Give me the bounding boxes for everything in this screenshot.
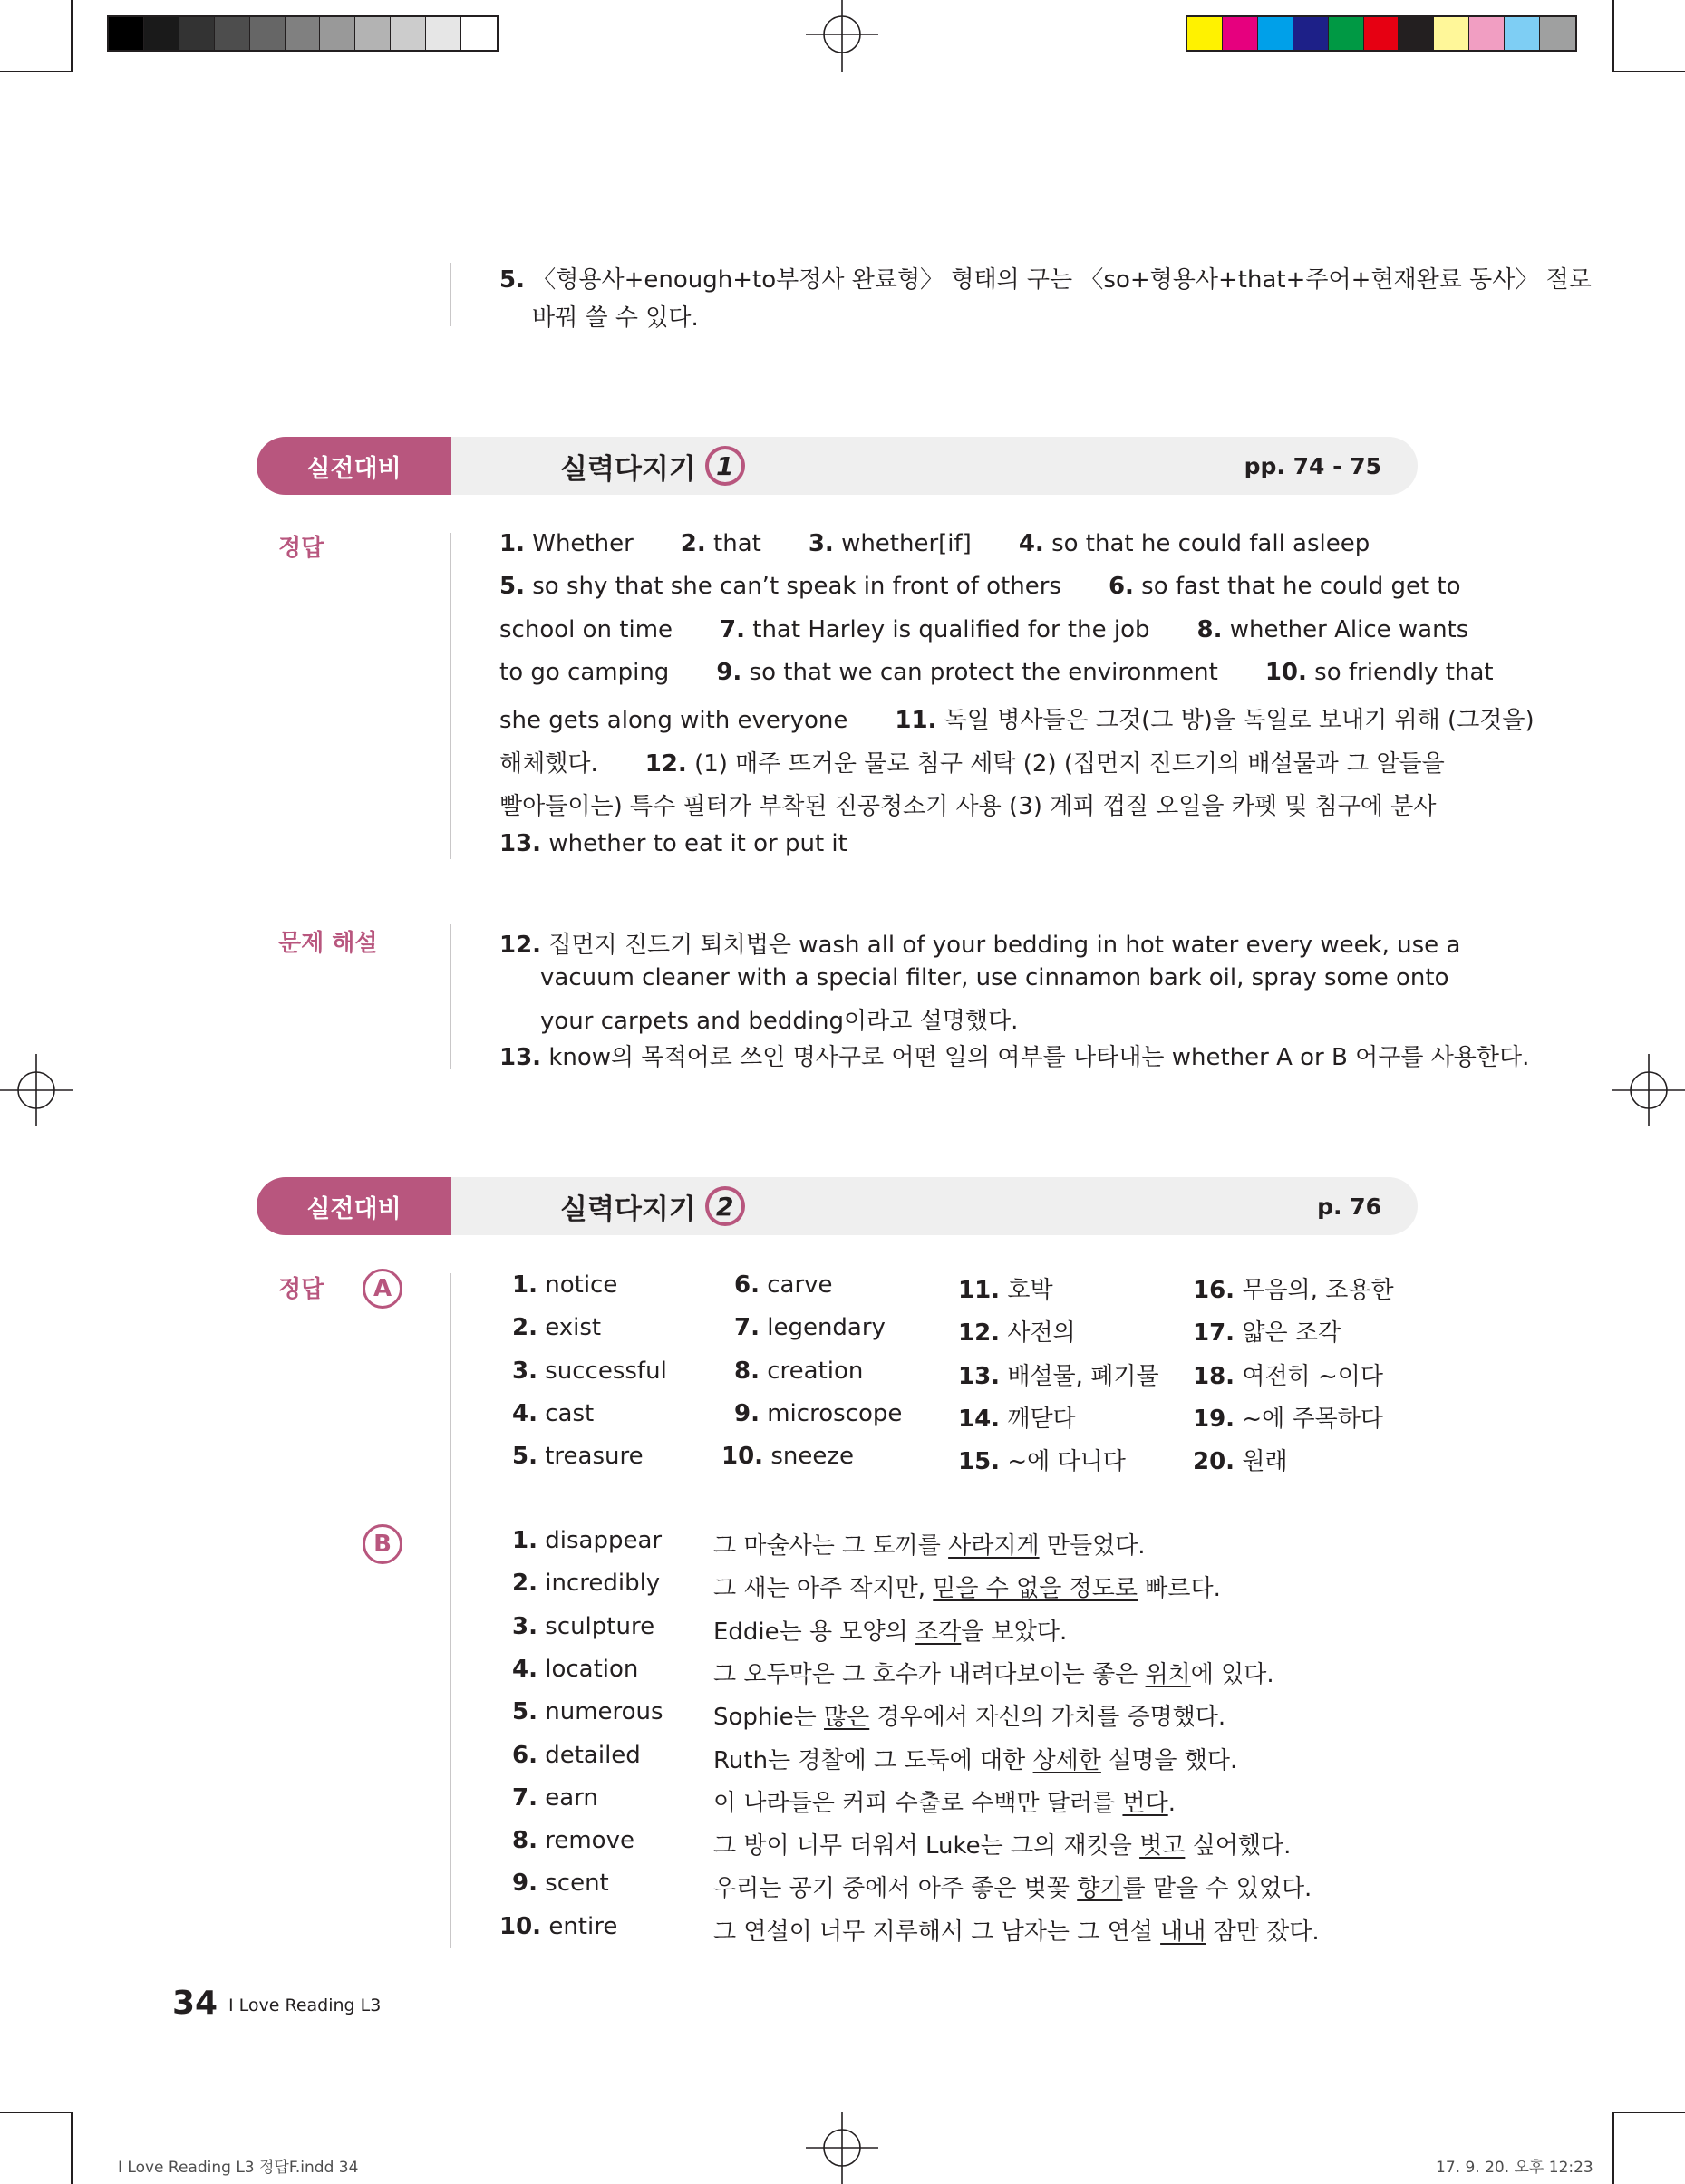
vocab-text: 무음의, 조용한 <box>1242 1277 1394 1304</box>
answer-line <box>499 788 1436 821</box>
color-swatch <box>1329 17 1364 50</box>
sentence-underlined: 벗고 <box>1139 1832 1186 1860</box>
vocab-text: sneeze <box>770 1443 854 1471</box>
vocab-text: carve <box>767 1271 833 1299</box>
vocab-text: successful <box>545 1357 667 1385</box>
word-item <box>499 1913 617 1940</box>
answer-text: so fast that he could get to <box>1141 573 1461 601</box>
word-item <box>512 1698 663 1725</box>
answer-line <box>499 830 847 857</box>
color-swatch <box>1399 17 1434 50</box>
color-swatch <box>286 17 321 50</box>
section-1-title <box>560 437 745 495</box>
vocab-item <box>512 1443 644 1470</box>
color-swatch <box>250 17 286 50</box>
word-item <box>512 1827 634 1854</box>
sentence-underlined: 믿을 수 없을 정도로 <box>933 1575 1138 1603</box>
answer-item <box>1196 616 1468 643</box>
color-swatch <box>1434 17 1469 50</box>
answer-item <box>1109 573 1461 600</box>
word-number: 4. <box>512 1655 537 1683</box>
section-1-explain-divider <box>450 924 451 1069</box>
answer-line <box>499 659 1494 686</box>
word-text: numerous <box>545 1698 663 1726</box>
translation-sentence <box>713 1870 1312 1903</box>
sentence-before: 그 오두막은 그 호수가 내려다보이는 좋은 <box>713 1660 1146 1688</box>
answer-item <box>499 793 1436 820</box>
answer-item <box>499 750 598 778</box>
vocab-text: ~에 주목하다 <box>1242 1405 1383 1433</box>
vocab-item <box>512 1400 594 1427</box>
book-title: I Love Reading L3 <box>228 1996 382 2015</box>
word-item <box>512 1656 638 1683</box>
answer-text: so that he could fall asleep <box>1051 530 1370 557</box>
vocab-text: 사전의 <box>1007 1319 1076 1348</box>
answer-text: so shy that she can’t speak in front of others <box>532 573 1061 601</box>
part-a-badge: A <box>363 1269 402 1309</box>
section-2-answer-divider <box>450 1273 451 1948</box>
word-item <box>512 1742 641 1769</box>
answer-text: 해체했다. <box>499 749 598 778</box>
word-item <box>512 1613 654 1640</box>
vocab-number: 7. <box>734 1314 760 1342</box>
vocab-number: 3. <box>512 1357 537 1385</box>
part-b-badge: B <box>363 1524 402 1564</box>
word-item <box>512 1784 598 1812</box>
answer-item <box>681 530 761 557</box>
vocab-number: 6. <box>734 1271 760 1299</box>
vocab-item <box>734 1271 833 1299</box>
word-number: 1. <box>512 1527 537 1554</box>
translation-sentence <box>713 1527 1146 1561</box>
note-text-1: 〈형용사+enough+to부정사 완료형〉 형태의 구는 〈so+형용사+that+주어+현재완료 동사〉 절로 <box>532 266 1592 294</box>
section-2-title <box>560 1177 745 1235</box>
vocab-item <box>512 1271 617 1299</box>
vocab-text: 여전히 ~이다 <box>1242 1362 1383 1390</box>
sentence-before: 우리는 공기 중에서 아주 좋은 벚꽃 <box>713 1875 1078 1903</box>
answer-number: 9. <box>716 658 742 686</box>
vocab-text: 원래 <box>1242 1448 1288 1476</box>
registration-mark-right <box>1612 1054 1685 1126</box>
answer-item <box>809 530 972 557</box>
translation-sentence <box>713 1698 1225 1732</box>
vocab-number: 18. <box>1193 1362 1235 1390</box>
translation-sentence <box>713 1827 1291 1860</box>
answer-item <box>499 830 847 857</box>
sentence-underlined: 내내 <box>1160 1918 1206 1946</box>
explain-12-line-1 <box>499 926 1460 960</box>
answer-number: 1. <box>499 530 525 557</box>
translation-sentence <box>713 1784 1176 1818</box>
word-text: earn <box>545 1783 598 1812</box>
section-1-pages: pp. 74 - 75 <box>1244 452 1381 479</box>
note-number: 5. <box>499 266 525 294</box>
vocab-text: cast <box>545 1399 595 1427</box>
answer-text: so friendly that <box>1314 658 1494 686</box>
word-item <box>512 1870 609 1897</box>
vocab-item <box>721 1443 854 1470</box>
translation-sentence <box>713 1656 1274 1689</box>
color-swatch <box>1364 17 1399 50</box>
color-swatch <box>179 17 215 50</box>
translation-sentence <box>713 1570 1221 1603</box>
color-swatch <box>1293 17 1329 50</box>
answer-number: 3. <box>808 530 834 557</box>
section-2-title-text: 실력다지기 <box>560 1193 696 1226</box>
note-text-2: 바꿔 쓸 수 있다. <box>532 304 699 332</box>
section-2-answer-label: 정답 <box>278 1276 324 1303</box>
answer-item <box>720 616 1149 643</box>
answer-item <box>895 707 1534 734</box>
sentence-after: 을 보았다. <box>961 1618 1068 1646</box>
answer-text: school on time <box>499 615 673 643</box>
sentence-before: 그 연설이 너무 지루해서 그 남자는 그 연설 <box>713 1918 1161 1946</box>
section-1-number-badge <box>705 446 745 486</box>
answer-text: that <box>713 530 761 557</box>
answer-number: 5. <box>499 573 525 601</box>
page-number: 34 <box>172 1985 218 2022</box>
color-swatch <box>461 17 497 50</box>
vocab-number: 9. <box>734 1399 760 1427</box>
vocab-text: ~에 다니다 <box>1007 1448 1126 1476</box>
color-swatch <box>1505 17 1540 50</box>
sentence-before: Ruth는 경찰에 그 도둑에 대한 <box>713 1746 1033 1774</box>
answer-text: 독일 병사들은 그것(그 방)을 독일로 보내기 위해 (그것을) <box>944 707 1535 735</box>
section-1-explain-label: 문제 해설 <box>278 930 378 957</box>
sentence-before: 그 방이 너무 더워서 Luke는 그의 재킷을 <box>713 1832 1140 1860</box>
color-swatch <box>1258 17 1293 50</box>
vocab-number: 2. <box>512 1314 537 1342</box>
vocab-number: 11. <box>958 1277 1001 1304</box>
answer-text: she gets along with everyone <box>499 707 848 735</box>
answer-number: 8. <box>1196 615 1223 643</box>
answer-line <box>499 616 1468 643</box>
sentence-underlined: 사라지게 <box>948 1532 1040 1560</box>
translation-sentence <box>713 1913 1320 1947</box>
sentence-after: . <box>1167 1789 1176 1817</box>
sentence-after: 설명을 했다. <box>1100 1746 1238 1774</box>
color-swatch <box>320 17 355 50</box>
vocab-item <box>734 1358 863 1385</box>
explain-12-text-1: 집먼지 진드기 퇴치법은 wash all of your bedding in hot water every week, use a <box>548 932 1461 959</box>
vocab-number: 13. <box>958 1362 1001 1390</box>
vocab-number: 1. <box>512 1271 537 1299</box>
answer-item <box>499 616 673 643</box>
section-2-label: 실전대비 <box>257 1177 451 1235</box>
slug-file-info: I Love Reading L3 정답F.indd 34 <box>118 2159 359 2177</box>
answer-line <box>499 745 1445 778</box>
sentence-before: Eddie는 용 모양의 <box>713 1618 916 1646</box>
section-2-number-badge <box>705 1186 745 1226</box>
answer-text: Whether <box>532 530 634 557</box>
vocab-item <box>958 1314 1076 1348</box>
translation-sentence <box>713 1742 1237 1775</box>
word-text: disappear <box>545 1527 663 1554</box>
answer-text: whether[if] <box>841 530 972 557</box>
vocab-item <box>958 1358 1159 1391</box>
answer-number: 6. <box>1108 573 1134 601</box>
color-swatch <box>355 17 391 50</box>
explain-13-text: know의 목적어로 쓰인 명사구로 어떤 일의 여부를 나타내는 whether A or B 어구를 사용한다. <box>548 1044 1530 1071</box>
sentence-before: Sophie는 <box>713 1704 824 1732</box>
sentence-underlined: 상세한 <box>1032 1746 1101 1774</box>
vocab-item <box>958 1271 1053 1305</box>
vocab-item <box>1193 1400 1383 1434</box>
vocab-item <box>734 1314 886 1341</box>
section-1-number: 1 <box>709 449 741 482</box>
answer-item <box>645 750 1445 778</box>
vocab-text: creation <box>767 1357 864 1385</box>
vocab-text: 배설물, 폐기물 <box>1007 1362 1159 1390</box>
section-2-header <box>257 1177 1418 1235</box>
word-number: 6. <box>512 1741 537 1769</box>
vocab-item <box>958 1400 1076 1434</box>
note-line-1 <box>499 261 1592 295</box>
sentence-after: 싶어했다. <box>1185 1832 1292 1860</box>
vocab-number: 19. <box>1193 1405 1235 1433</box>
vocab-number: 14. <box>958 1405 1001 1433</box>
color-swatch <box>144 17 179 50</box>
vocab-text: microscope <box>767 1399 903 1427</box>
color-swatch <box>215 17 250 50</box>
sentence-after: 를 맡을 수 있었다. <box>1122 1875 1312 1903</box>
vocab-text: legendary <box>767 1314 886 1342</box>
vocab-text: 깨닫다 <box>1007 1405 1076 1433</box>
vocab-item <box>1193 1314 1341 1348</box>
word-text: detailed <box>545 1741 641 1769</box>
vocab-item <box>512 1314 601 1341</box>
sentence-after: 경우에서 자신의 가치를 증명했다. <box>869 1704 1226 1732</box>
answer-item <box>1019 530 1370 557</box>
answer-number: 13. <box>499 830 542 858</box>
section-1-answer-label: 정답 <box>278 535 324 562</box>
vocab-number: 20. <box>1193 1448 1235 1476</box>
sentence-underlined: 향기 <box>1077 1875 1123 1903</box>
section-1-answer-divider <box>450 533 451 859</box>
explain-12-line-3 <box>540 1002 1018 1036</box>
answer-item <box>1265 659 1494 686</box>
vocab-number: 17. <box>1193 1319 1235 1348</box>
section-1-label: 실전대비 <box>257 437 451 495</box>
word-number: 3. <box>512 1612 537 1640</box>
section-2-number: 2 <box>709 1190 741 1222</box>
translation-sentence <box>713 1613 1067 1647</box>
answer-number: 11. <box>895 707 937 735</box>
note-line-2 <box>532 299 699 333</box>
word-text: entire <box>548 1912 618 1940</box>
word-number: 7. <box>512 1783 537 1812</box>
explain-13-number: 13. <box>499 1044 542 1071</box>
sentence-before: 그 새는 아주 작지만, <box>713 1575 934 1603</box>
vocab-number: 8. <box>734 1357 760 1385</box>
sentence-after: 에 있다. <box>1190 1660 1274 1688</box>
answer-line <box>499 530 1370 557</box>
word-item <box>512 1527 662 1554</box>
answer-item <box>499 707 847 734</box>
word-number: 10. <box>499 1912 542 1940</box>
sentence-underlined: 조각 <box>915 1618 962 1646</box>
slug-timestamp: 17. 9. 20. 오후 12:23 <box>1436 2159 1593 2177</box>
answer-item <box>499 573 1061 600</box>
explain-12-line-2 <box>540 964 1449 991</box>
word-item <box>512 1570 660 1597</box>
color-swatch <box>1540 17 1575 50</box>
section-1-header <box>257 437 1418 495</box>
explain-12-number: 12. <box>499 932 542 959</box>
color-swatch <box>391 17 426 50</box>
answer-text: whether to eat it or put it <box>548 830 847 858</box>
word-text: scent <box>545 1870 609 1898</box>
answer-item <box>499 530 634 557</box>
answer-text: whether Alice wants <box>1229 615 1469 643</box>
vocab-item <box>734 1400 902 1427</box>
sentence-underlined: 많은 <box>824 1704 870 1732</box>
word-text: remove <box>545 1827 634 1855</box>
note-divider <box>450 263 451 326</box>
explain-12-text-3: your carpets and bedding이라고 설명했다. <box>540 1008 1019 1035</box>
vocab-number: 5. <box>512 1443 537 1471</box>
answer-text: 빨아들이는) 특수 필터가 부착된 진공청소기 사용 (3) 계피 껍질 오일을 카펫 및 침구에 분사 <box>499 792 1437 820</box>
word-text: location <box>545 1655 639 1683</box>
section-1-title-text: 실력다지기 <box>560 452 696 486</box>
answer-item <box>716 659 1218 686</box>
sentence-before: 그 마술사는 그 토끼를 <box>713 1532 949 1560</box>
sentence-before: 이 나라들은 커피 수출로 수백만 달러를 <box>713 1789 1123 1817</box>
answer-number: 2. <box>680 530 706 557</box>
word-number: 9. <box>512 1870 537 1898</box>
vocab-text: 호박 <box>1007 1277 1053 1304</box>
color-swatch <box>1223 17 1258 50</box>
explain-13-line <box>499 1039 1529 1072</box>
answer-text: (1) 매주 뜨거운 물로 침구 세탁 (2) (집먼지 진드기의 배설물과 그 알들을 <box>694 749 1445 778</box>
color-swatch <box>109 17 144 50</box>
process-color-bar <box>1186 15 1577 52</box>
vocab-text: notice <box>545 1271 618 1299</box>
color-swatch <box>1187 17 1223 50</box>
vocab-item <box>958 1443 1126 1476</box>
vocab-number: 12. <box>958 1319 1001 1348</box>
vocab-text: exist <box>545 1314 602 1342</box>
answer-text: so that we can protect the environment <box>749 658 1218 686</box>
word-text: sculpture <box>545 1612 655 1640</box>
sentence-after: 잠만 잤다. <box>1206 1918 1320 1946</box>
answer-number: 10. <box>1264 658 1307 686</box>
sentence-after: 빠르다. <box>1138 1575 1221 1603</box>
vocab-number: 15. <box>958 1448 1001 1476</box>
sentence-after: 만들었다. <box>1039 1532 1146 1560</box>
registration-mark-top <box>806 0 878 72</box>
sentence-underlined: 위치 <box>1145 1660 1191 1688</box>
registration-mark-bottom <box>806 2112 878 2184</box>
word-number: 5. <box>512 1698 537 1726</box>
answer-number: 7. <box>720 615 745 643</box>
color-swatch <box>426 17 461 50</box>
answer-text: to go camping <box>499 658 670 686</box>
vocab-text: 얇은 조각 <box>1242 1319 1341 1348</box>
vocab-text: treasure <box>545 1443 644 1471</box>
word-number: 2. <box>512 1570 537 1598</box>
registration-mark-left <box>0 1054 73 1126</box>
vocab-item <box>1193 1358 1383 1391</box>
explain-12-text-2: vacuum cleaner with a special filter, use cinnamon bark oil, spray some onto <box>540 964 1449 991</box>
answer-number: 12. <box>644 749 687 778</box>
color-swatch <box>1469 17 1505 50</box>
answer-text: that Harley is qualified for the job <box>752 615 1150 643</box>
sentence-underlined: 번다 <box>1122 1789 1168 1817</box>
word-text: incredibly <box>545 1570 661 1598</box>
word-number: 8. <box>512 1827 537 1855</box>
answer-item <box>499 659 669 686</box>
answer-line <box>499 701 1535 735</box>
vocab-number: 4. <box>512 1399 537 1427</box>
vocab-item <box>1193 1443 1288 1476</box>
vocab-item <box>512 1358 667 1385</box>
vocab-item <box>1193 1271 1394 1305</box>
vocab-number: 10. <box>721 1443 764 1471</box>
section-2-pages: p. 76 <box>1317 1193 1381 1220</box>
answer-line <box>499 573 1461 600</box>
gray-color-bar <box>107 15 499 52</box>
answer-number: 4. <box>1018 530 1044 557</box>
vocab-number: 16. <box>1193 1277 1235 1304</box>
